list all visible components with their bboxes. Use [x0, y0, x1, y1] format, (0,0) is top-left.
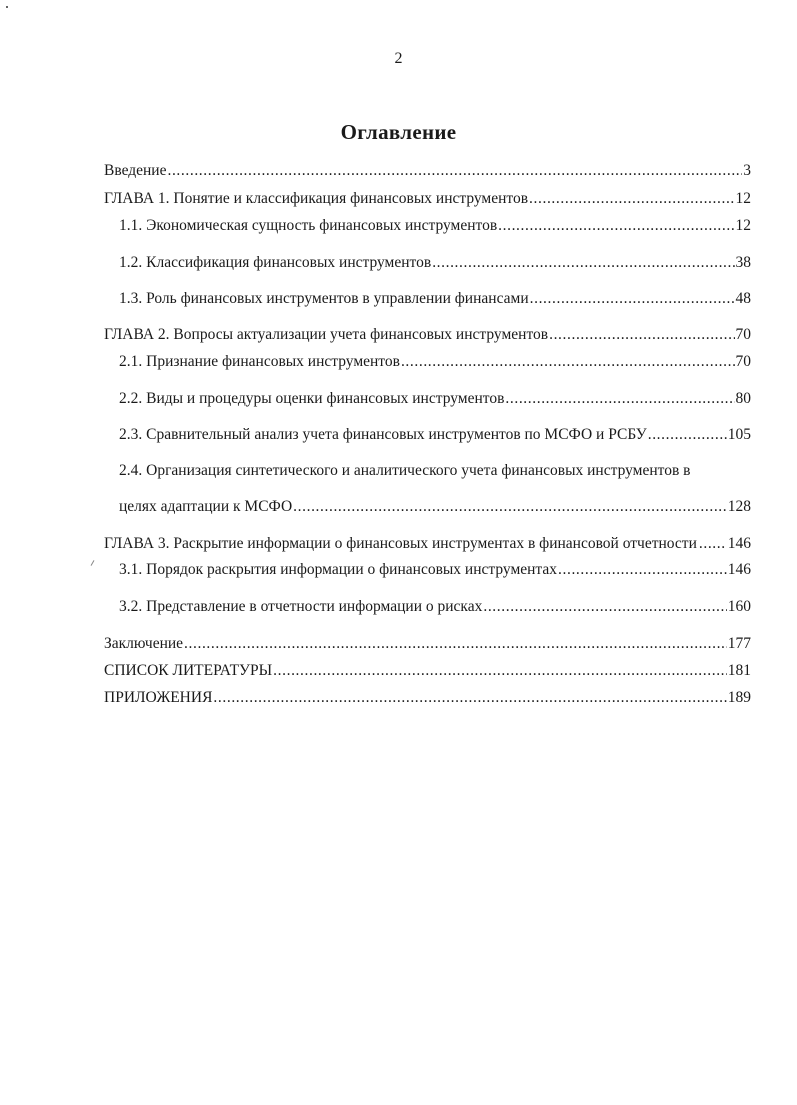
- toc-entry-section-2-2[interactable]: [119, 389, 751, 409]
- toc-entry-introduction[interactable]: [104, 161, 751, 181]
- toc-entry-section-1-2[interactable]: [119, 253, 751, 273]
- toc-page: 70: [735, 326, 751, 343]
- toc-entry-section-2-3[interactable]: [119, 425, 751, 445]
- dot-leader: [558, 560, 727, 580]
- toc-label: ГЛАВА 3. Раскрытие информации о финансовых инструментах в финансовой отчетности: [104, 535, 697, 552]
- dot-leader: [483, 597, 726, 617]
- toc-entry-section-2-1[interactable]: [119, 352, 751, 372]
- toc-entry-chapter-3[interactable]: [104, 534, 751, 554]
- toc-label: 1.1. Экономическая сущность финансовых инструментов: [119, 217, 498, 234]
- dot-leader: [167, 161, 742, 181]
- toc-page: 128: [727, 498, 751, 515]
- dot-leader: [293, 497, 727, 517]
- toc-page: 181: [727, 662, 751, 679]
- toc-entry-appendices[interactable]: [104, 688, 751, 708]
- dot-leader: [549, 325, 734, 345]
- dot-leader: [184, 634, 727, 654]
- toc-label: ГЛАВА 2. Вопросы актуализации учета финансовых инструментов: [104, 326, 549, 343]
- toc-entry-section-2-4[interactable]: [119, 497, 751, 517]
- toc-entry-chapter-2[interactable]: [104, 325, 751, 345]
- toc-label: СПИСОК ЛИТЕРАТУРЫ: [104, 662, 273, 679]
- dot-leader: [648, 425, 727, 445]
- page-title: Оглавление: [340, 120, 457, 144]
- toc-page: 3: [743, 162, 751, 179]
- dot-leader: [213, 688, 726, 708]
- toc-label: ГЛАВА 1. Понятие и классификация финансовых инструментов: [104, 190, 529, 207]
- toc-page: 160: [727, 598, 751, 615]
- toc-label: 2.3. Сравнительный анализ учета финансовых инструментов по МСФО и РСБУ: [119, 426, 647, 443]
- toc-page: 70: [735, 353, 751, 370]
- toc-label: ПРИЛОЖЕНИЯ: [104, 689, 213, 706]
- dot-leader: [401, 352, 735, 372]
- toc-entry-section-1-1[interactable]: [119, 216, 751, 236]
- page-number: 2: [394, 50, 403, 67]
- toc-label: Введение: [104, 162, 167, 179]
- toc-label: целях адаптации к МСФО: [119, 498, 293, 515]
- toc-entry-conclusion[interactable]: [104, 634, 751, 654]
- toc-entry-section-3-1[interactable]: [119, 560, 751, 580]
- toc-page: 189: [727, 689, 751, 706]
- dot-leader: [530, 289, 735, 309]
- dot-leader: [699, 534, 726, 554]
- toc-page: 80: [735, 390, 751, 407]
- toc-page: 146: [727, 535, 751, 552]
- dot-leader: [498, 216, 734, 236]
- toc-page: 177: [727, 635, 751, 652]
- dot-leader: [529, 189, 734, 209]
- toc-page: 105: [727, 426, 751, 443]
- toc-label: 3.1. Порядок раскрытия информации о финансовых инструментах: [119, 561, 558, 578]
- toc-entry-references[interactable]: [104, 661, 751, 681]
- toc-entry-section-2-4-line1[interactable]: 2.4. Организация синтетического и аналитического учета финансовых инструментов в: [119, 462, 691, 479]
- toc-label: 1.2. Классификация финансовых инструментов: [119, 254, 432, 271]
- toc-label: 1.3. Роль финансовых инструментов в управлении финансами: [119, 290, 529, 307]
- toc-page: 146: [727, 561, 751, 578]
- toc-entry-section-1-3[interactable]: [119, 289, 751, 309]
- toc-page: 38: [735, 254, 751, 271]
- scan-speck: [6, 6, 8, 8]
- toc-entry-chapter-1[interactable]: [104, 189, 751, 209]
- toc-page: 12: [735, 190, 751, 207]
- toc-entry-section-3-2[interactable]: [119, 597, 751, 617]
- toc-page: 12: [735, 217, 751, 234]
- dot-leader: [432, 253, 734, 273]
- scan-speck: [91, 560, 95, 566]
- toc-label: 2.1. Признание финансовых инструментов: [119, 353, 400, 370]
- toc-page: 48: [735, 290, 751, 307]
- toc-label: 2.2. Виды и процедуры оценки финансовых инструментов: [119, 390, 505, 407]
- dot-leader: [273, 661, 727, 681]
- toc-label: 3.2. Представление в отчетности информации о рисках: [119, 598, 483, 615]
- dot-leader: [505, 389, 734, 409]
- toc-label: Заключение: [104, 635, 184, 652]
